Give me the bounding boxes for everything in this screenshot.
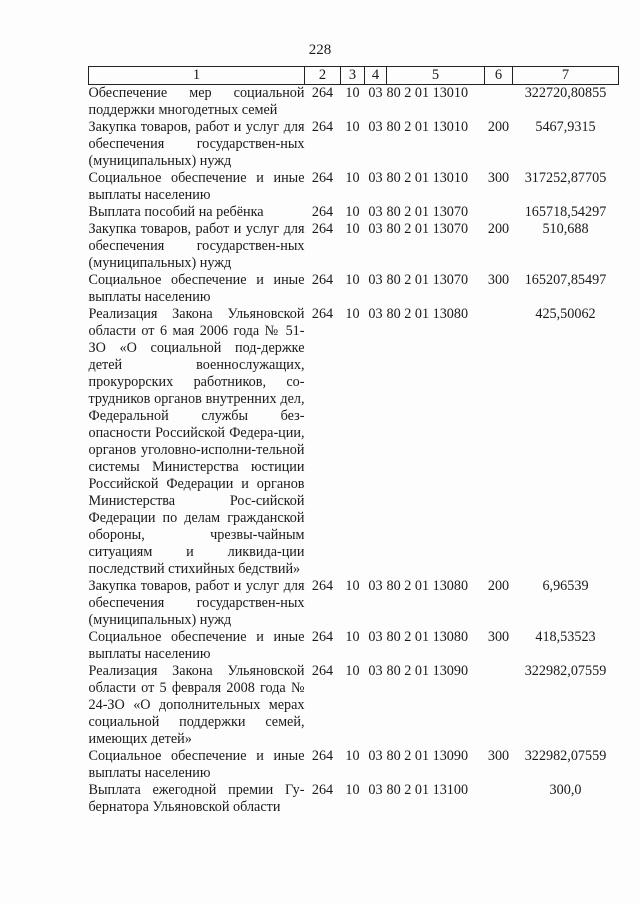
row-description: Социальное обеспечение и иные выплаты населению xyxy=(88,748,305,781)
row-description: Выплата пособий на ребёнка xyxy=(88,204,264,220)
row-description: Реализация Закона Ульяновской области от 6 мая 2006 года № 51-ЗО «О социальной под-держке детей военнослужащих, прокурорских работников, со-трудников органов внутренних дел, Федеральной службы без-опасности Российской Федера-ции, органов уголовно-исполни-тельной системы Министерства юстиции Российской Федерации и органов Министерства Рос-сийской Федерации по делам гражданской обороны, чрезвы-чайным ситуациям и ликвида-ции последствий стихийных бедствий» xyxy=(88,306,305,577)
table-body xyxy=(89,85,619,817)
row-section: 10 xyxy=(345,170,360,186)
table-row xyxy=(89,170,619,204)
table-row xyxy=(89,221,619,272)
row-expense-type: 300 xyxy=(487,272,510,288)
row-amount: 165718,54297 xyxy=(524,204,607,220)
row-amount: 322720,80855 xyxy=(524,85,607,101)
row-description: Закупка товаров, работ и услуг для обеспечения государствен-ных (муниципальных) нужд xyxy=(88,578,305,628)
row-ministry-code: 264 xyxy=(311,221,334,237)
row-expense-type: 300 xyxy=(487,170,510,186)
row-target-article: 80 2 01 13010 xyxy=(386,119,469,135)
table-row xyxy=(89,578,619,629)
row-ministry-code: 264 xyxy=(311,782,334,798)
row-expense-type xyxy=(485,306,513,578)
row-ministry-code: 264 xyxy=(311,272,334,288)
header-col-5: 5 xyxy=(387,67,485,85)
row-amount: 6,96539 xyxy=(542,578,589,594)
row-amount: 322982,07559 xyxy=(524,748,607,764)
row-target-article: 80 2 01 13010 xyxy=(386,85,469,101)
row-subsection: 03 xyxy=(368,578,383,594)
header-col-7: 7 xyxy=(513,67,619,85)
row-subsection: 03 xyxy=(368,306,383,322)
budget-table xyxy=(88,66,619,816)
row-expense-type xyxy=(485,85,513,120)
row-subsection: 03 xyxy=(368,663,383,679)
row-section: 10 xyxy=(345,85,360,101)
row-expense-type: 200 xyxy=(487,119,510,135)
row-section: 10 xyxy=(345,748,360,764)
row-target-article: 80 2 01 13070 xyxy=(386,221,469,237)
row-subsection: 03 xyxy=(368,748,383,764)
row-subsection: 03 xyxy=(368,629,383,645)
row-ministry-code: 264 xyxy=(311,629,334,645)
table-row xyxy=(89,204,619,221)
header-col-2: 2 xyxy=(305,67,341,85)
row-target-article: 80 2 01 13010 xyxy=(386,170,469,186)
row-expense-type xyxy=(485,204,513,221)
row-description: Реализация Закона Ульяновской области от 5 февраля 2008 года № 24-ЗО «О дополнительных мерах социальной поддержки семей, имеющих детей» xyxy=(88,663,305,747)
row-description: Обеспечение мер социальной поддержки многодетных семей xyxy=(88,85,305,118)
row-expense-type xyxy=(485,663,513,748)
row-ministry-code: 264 xyxy=(311,119,334,135)
row-subsection: 03 xyxy=(368,119,383,135)
row-expense-type: 300 xyxy=(487,629,510,645)
header-col-1: 1 xyxy=(89,67,305,85)
row-target-article: 80 2 01 13100 xyxy=(386,782,469,798)
row-subsection: 03 xyxy=(368,782,383,798)
header-col-6: 6 xyxy=(485,67,513,85)
row-target-article: 80 2 01 13080 xyxy=(386,578,469,594)
row-amount: 5467,9315 xyxy=(535,119,596,135)
table-row xyxy=(89,663,619,748)
row-description: Социальное обеспечение и иные выплаты населению xyxy=(88,170,305,203)
row-subsection: 03 xyxy=(368,204,383,220)
row-section: 10 xyxy=(345,119,360,135)
row-section: 10 xyxy=(345,272,360,288)
row-target-article: 80 2 01 13090 xyxy=(386,748,469,764)
row-amount: 317252,87705 xyxy=(524,170,607,186)
row-ministry-code: 264 xyxy=(311,748,334,764)
page-number: 228 xyxy=(308,42,332,58)
header-col-4: 4 xyxy=(365,67,387,85)
row-section: 10 xyxy=(345,578,360,594)
row-expense-type: 300 xyxy=(487,748,510,764)
row-subsection: 03 xyxy=(368,170,383,186)
table-row xyxy=(89,85,619,120)
row-amount: 322982,07559 xyxy=(524,663,607,679)
row-target-article: 80 2 01 13070 xyxy=(386,204,469,220)
row-description: Закупка товаров, работ и услуг для обеспечения государствен-ных (муниципальных) нужд xyxy=(88,221,305,271)
table-header xyxy=(89,67,619,85)
row-ministry-code: 264 xyxy=(311,170,334,186)
row-subsection: 03 xyxy=(368,85,383,101)
row-target-article: 80 2 01 13070 xyxy=(386,272,469,288)
row-description: Социальное обеспечение и иные выплаты населению xyxy=(88,272,305,305)
row-section: 10 xyxy=(345,221,360,237)
table-row xyxy=(89,748,619,782)
header-col-3: 3 xyxy=(341,67,365,85)
table-row xyxy=(89,629,619,663)
row-ministry-code: 264 xyxy=(311,578,334,594)
row-target-article: 80 2 01 13080 xyxy=(386,629,469,645)
row-description: Выплата ежегодной премии Гу-бернатора Ульяновской области xyxy=(88,782,305,815)
row-ministry-code: 264 xyxy=(311,85,334,101)
row-amount: 165207,85497 xyxy=(524,272,607,288)
row-subsection: 03 xyxy=(368,272,383,288)
row-expense-type: 200 xyxy=(487,221,510,237)
row-section: 10 xyxy=(345,306,360,322)
row-amount: 300,0 xyxy=(549,782,582,798)
row-expense-type: 200 xyxy=(487,578,510,594)
table-row xyxy=(89,272,619,306)
row-section: 10 xyxy=(345,782,360,798)
row-ministry-code: 264 xyxy=(311,204,334,220)
row-amount: 510,688 xyxy=(542,221,589,237)
row-subsection: 03 xyxy=(368,221,383,237)
row-target-article: 80 2 01 13080 xyxy=(386,306,469,322)
row-section: 10 xyxy=(345,204,360,220)
row-amount: 418,53523 xyxy=(535,629,596,645)
row-expense-type xyxy=(485,782,513,816)
row-ministry-code: 264 xyxy=(311,306,334,322)
row-amount: 425,50062 xyxy=(535,306,596,322)
row-target-article: 80 2 01 13090 xyxy=(386,663,469,679)
row-description: Закупка товаров, работ и услуг для обеспечения государствен-ных (муниципальных) нужд xyxy=(88,119,305,169)
table-row xyxy=(89,782,619,816)
table-row xyxy=(89,306,619,578)
row-section: 10 xyxy=(345,629,360,645)
header-row xyxy=(89,67,619,85)
row-section: 10 xyxy=(345,663,360,679)
row-ministry-code: 264 xyxy=(311,663,334,679)
table-row xyxy=(89,119,619,170)
row-description: Социальное обеспечение и иные выплаты населению xyxy=(88,629,305,662)
